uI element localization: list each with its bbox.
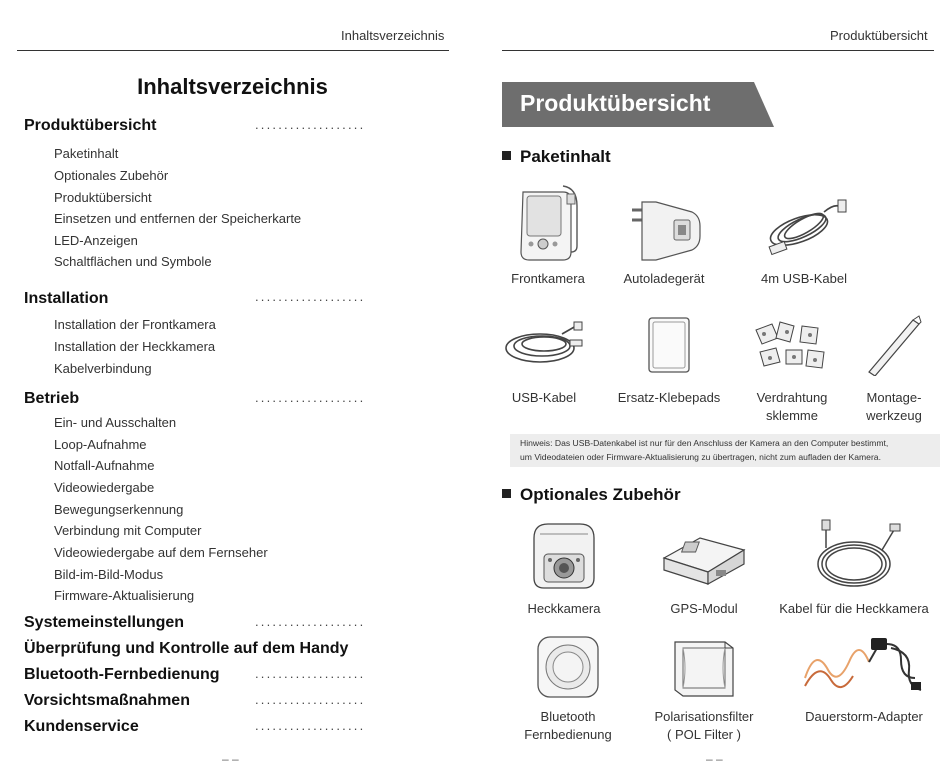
toc-item[interactable]: Installation der Frontkamera [54, 317, 216, 332]
toc-section-kundenservice[interactable]: Kundenservice [24, 718, 139, 735]
toc-item[interactable]: Ein- und Ausschalten [54, 415, 177, 430]
optional-item-hardwire-adapter [790, 634, 938, 726]
optional-item-polarizing-filter [648, 634, 760, 744]
item-label: GPS-Modul [670, 601, 738, 616]
item-label: Heckkamera [527, 601, 601, 616]
item-label: Bluetooth [540, 709, 596, 724]
toc-item[interactable]: Optionales Zubehör [54, 168, 169, 183]
item-label: 4m USB-Kabel [761, 271, 847, 286]
polarizing-filter-icon [669, 634, 739, 700]
rear-camera-cable-icon [804, 518, 904, 592]
note-line: Hinweis: Das USB-Datenkabel ist nur für den Anschluss der Kamera an den Computer bestimmt, [520, 438, 889, 448]
banner-title: Produktübersicht [520, 90, 711, 116]
toc-item[interactable]: Firmware-Aktualisierung [54, 588, 195, 603]
toc-item[interactable]: Verbindung mit Computer [54, 523, 202, 538]
toc-leader-dots: ................... [255, 692, 366, 707]
item-label: Dauerstorm-Adapter [805, 709, 923, 724]
running-head: Produktübersicht [830, 28, 928, 43]
usb-note [510, 434, 940, 467]
toc-item[interactable]: Paketinhalt [54, 146, 119, 161]
toc-section-produktuebersicht[interactable]: Produktübersicht [24, 117, 157, 134]
usb-cable-short-icon [500, 314, 588, 376]
rear-camera-icon [526, 518, 602, 592]
toc-item[interactable]: Loop-Aufnahme [54, 437, 147, 452]
package-item-wiring-clamp [746, 314, 838, 425]
optional-item-bluetooth-remote [512, 634, 624, 744]
running-head: Inhaltsverzeichnis [341, 28, 445, 43]
toc-leader-dots: ................... [255, 666, 366, 681]
toc-item[interactable]: LED-Anzeigen [54, 233, 138, 248]
adhesive-pad-icon [646, 314, 692, 376]
package-item-front-camera [505, 182, 591, 288]
front-camera-icon [513, 182, 583, 266]
toc-item[interactable]: Bewegungserkennung [54, 502, 184, 517]
toc-item[interactable]: Videowiedergabe [54, 480, 155, 495]
toc-leader-dots: ................... [255, 390, 366, 405]
optional-item-gps-module [648, 518, 760, 618]
item-label: Frontkamera [511, 271, 585, 286]
toc-item[interactable]: Schaltflächen und Symbole [54, 254, 212, 269]
header-rule [17, 50, 449, 51]
toc-section-systemeinstellungen[interactable]: Systemeinstellungen [24, 614, 185, 631]
toc-section-bluetooth[interactable]: Bluetooth-Fernbedienung [24, 666, 220, 683]
package-item-car-charger [612, 182, 716, 288]
package-item-usb-cable-short [500, 314, 588, 407]
item-label: Kabel für die Heckkamera [779, 601, 929, 616]
item-label: Montage- [866, 390, 922, 405]
toc-item[interactable]: Videowiedergabe auf dem Fernseher [54, 545, 268, 560]
bullet-square [502, 489, 511, 498]
toc-item[interactable]: Kabelverbindung [54, 361, 152, 376]
package-item-adhesive-pad [612, 314, 726, 407]
toc-leader-dots: ................... [255, 117, 366, 132]
toc-section-vorsicht[interactable]: Vorsichtsmaßnahmen [24, 692, 190, 709]
toc-leader-dots: ................... [255, 289, 366, 304]
package-heading: Paketinhalt [502, 147, 611, 167]
header-rule [502, 50, 934, 51]
package-item-mounting-tool [856, 314, 932, 425]
package-item-usb-cable [752, 182, 856, 288]
toc-leader-dots: ................... [255, 718, 366, 733]
bluetooth-remote-icon [535, 634, 601, 700]
car-charger-icon [624, 182, 704, 266]
page-number: – – [706, 752, 723, 766]
toc-title: Inhaltsverzeichnis [137, 74, 328, 99]
hardwire-adapter-icon [799, 634, 929, 700]
optional-item-rear-camera-cable [774, 518, 934, 618]
wiring-clamp-icon [750, 314, 834, 376]
toc-section-betrieb[interactable]: Betrieb [24, 390, 80, 407]
toc-item[interactable]: Installation der Heckkamera [54, 339, 216, 354]
usb-cable-icon [754, 182, 854, 266]
toc-leader-dots: ................... [255, 614, 366, 629]
toc-section-handy[interactable]: Überprüfung und Kontrolle auf dem Handy [24, 640, 349, 657]
item-label: Verdrahtung [756, 390, 828, 405]
item-label: ( POL Filter ) [667, 727, 741, 742]
left-page [0, 0, 465, 770]
item-label: werkzeug [866, 408, 922, 423]
toc-item[interactable]: Einsetzen und entfernen der Speicherkarte [54, 211, 302, 226]
toc-item[interactable]: Bild-im-Bild-Modus [54, 567, 164, 582]
toc-item[interactable]: Notfall-Aufnahme [54, 458, 155, 473]
gps-module-icon [656, 518, 752, 592]
item-label: Autoladegerät [623, 271, 705, 286]
optional-heading: Optionales Zubehör [502, 485, 681, 505]
toc-item[interactable]: Produktübersicht [54, 190, 152, 205]
toc-section-installation[interactable]: Installation [24, 290, 109, 307]
item-label: sklemme [765, 408, 818, 423]
item-label: Polarisationsfilter [654, 709, 754, 724]
mounting-tool-icon [859, 314, 929, 376]
item-label: USB-Kabel [511, 390, 577, 405]
item-label: Fernbedienung [524, 727, 612, 742]
item-label: Ersatz-Klebepads [617, 390, 721, 405]
optional-item-rear-camera [518, 518, 610, 618]
note-line: um Videodateien oder Firmware-Aktualisierung zu übertragen, nicht zum aufladen der Kamera. [520, 452, 881, 462]
bullet-square [502, 151, 511, 160]
page-number: – – [222, 752, 239, 766]
